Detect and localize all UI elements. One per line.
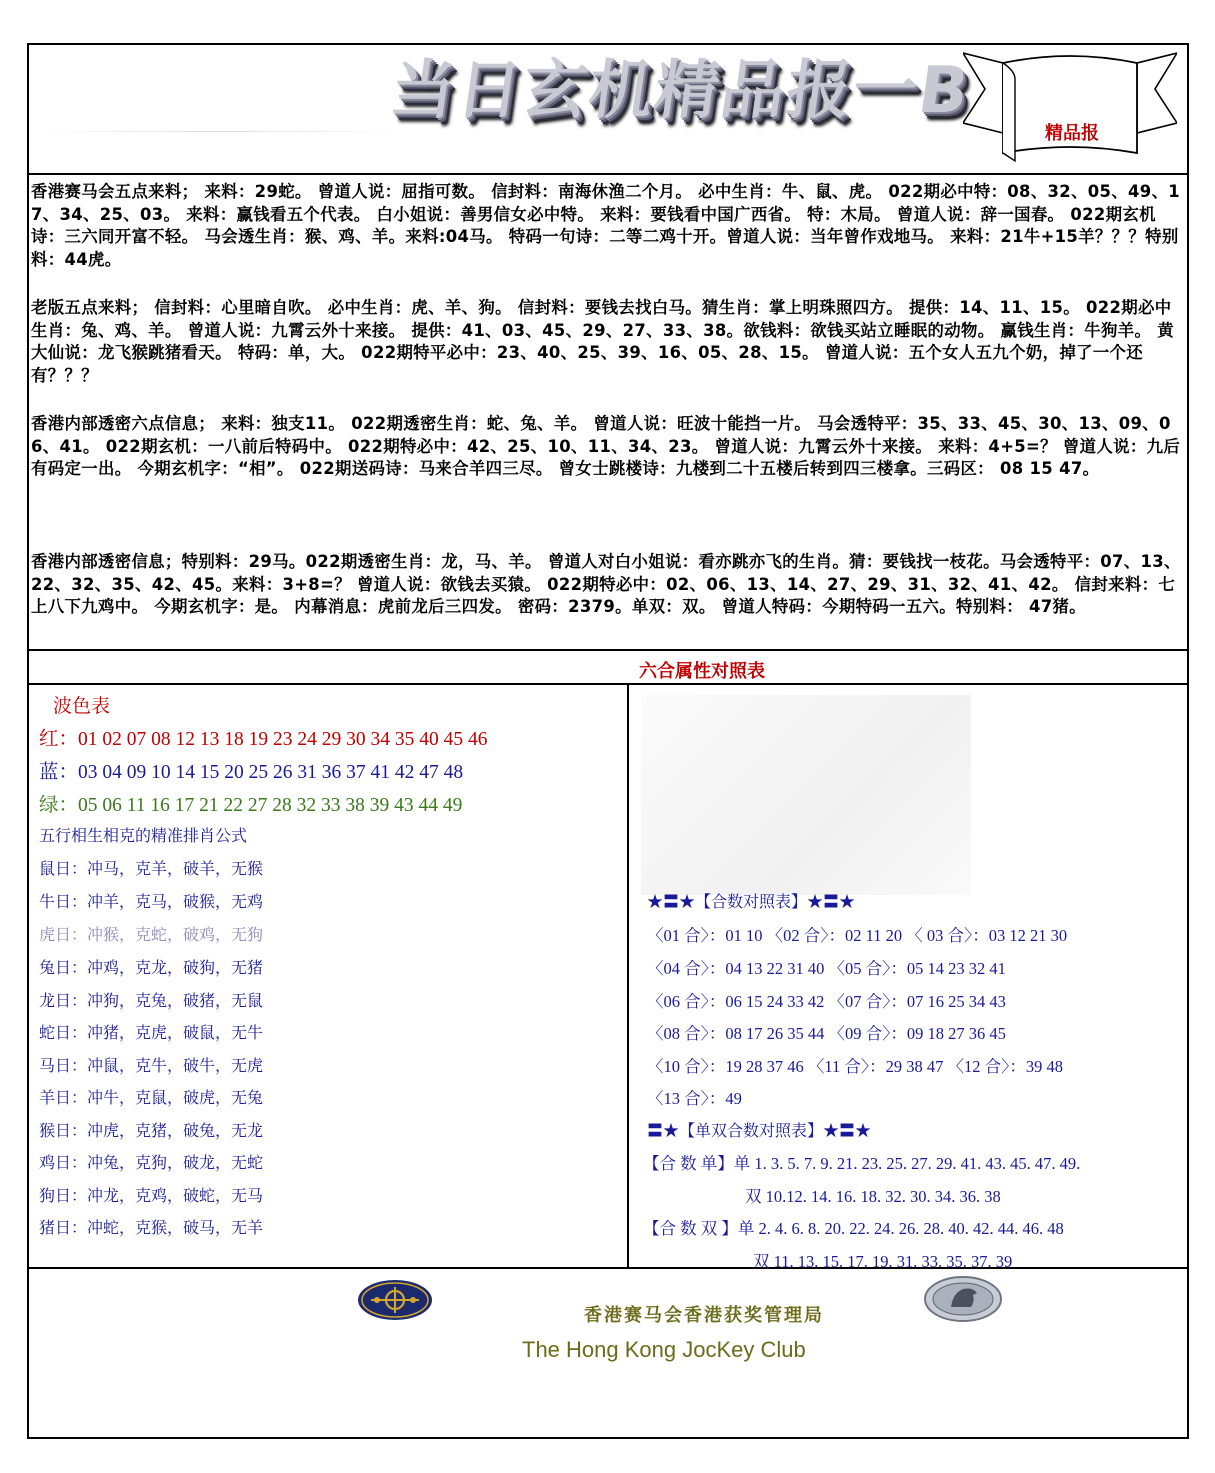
pair-row: 【合 数 双 】单 2. 4. 6. 8. 20. 22. 24. 26. 28. 40. 42. 44. 46. 48	[643, 1219, 1064, 1238]
he-row: 〈06 合〉：06 15 24 33 42 〈07 合〉：07 16 25 34 43	[647, 992, 1006, 1011]
paragraph-3: 香港内部透密六点信息； 来料：独支11。 022期透密生肖：蛇、兔、羊。 曾道人说：旺波十能挡一片。 马会透特平：35、33、45、30、13、09、06、41。 022期玄机：一八前后特码中。 022期特必中：42、25、10、11、34、23。 曾道人说：九霄云外十来接。 来料：4+5=？ 曾道人说：九后有码定一出。 今期玄机字：“相”。 022期送码诗：马来合羊四三尽。 曾女士跳楼诗：九楼到二十五楼后转到四三楼拿。三码区： 08 15 47。	[31, 414, 1181, 478]
pair-row: 双 11. 13. 15. 17. 19. 31. 33. 35. 37. 39	[753, 1252, 1013, 1271]
zodiac-row: 蛇日：冲猪，克虎，破鼠，无牛	[39, 1023, 264, 1042]
zodiac-row: 鼠日：冲马，克羊，破羊，无猴	[39, 859, 264, 878]
faded-image-area	[641, 695, 971, 895]
zodiac-row: 鸡日：冲兔，克狗，破龙，无蛇	[39, 1153, 264, 1172]
paragraph-1: 香港赛马会五点来料； 来料：29蛇。 曾道人说：屈指可数。 信封料：南海休渔二个月。 必中生肖：牛、鼠、虎。 022期必中特：08、32、05、49、17、34、25、03。 来料：赢钱看五个代表。 白小姐说：善男信女必中特。 来料：要钱看中国广西省。 特：木局。 曾道人说：辞一国春。 022期玄机诗：三六同开富不轻。 马会透生肖：猴、鸡、羊。来料:04马。 特码一句诗：二等二鸡十开。曾道人说：当年曾作戏地马。 来料：21牛+15羊？？？特别料：44虎。	[31, 182, 1181, 269]
wave-blue-row: 蓝：03 04 09 10 14 15 20 25 26 31 36 37 41 42 47 48	[39, 762, 464, 783]
zodiac-row: 龙日：冲狗，克兔，破猪，无鼠	[39, 991, 264, 1010]
page-frame	[27, 43, 1189, 1439]
zodiac-row: 猴日：冲虎，克猪，破兔，无龙	[39, 1121, 264, 1140]
paragraph-4: 香港内部透密信息；特别料：29马。022期透密生肖：龙，马、羊。 曾道人对白小姐说：看亦跳亦飞的生肖。猜：要钱找一枝花。马会透特平：07、13、22、32、35、42、45。来料：3+8=？ 曾道人说：欲钱去买猿。 022期特必中：02、06、13、14、27、29、31、32、41、42。 信封来料：七上八下九鸡中。 今期玄机字：是。 内幕消息：虎前龙后三四发。 密码：2379。单双：双。 曾道人特码：今期特码一五六。特别料： 47猪。	[31, 552, 1181, 616]
he-row: 〈13 合〉：49	[647, 1089, 742, 1108]
he-row: 〈08 合〉：08 17 26 35 44 〈09 合〉：09 18 27 36 45	[647, 1024, 1006, 1043]
zodiac-row: 狗日：冲龙，克鸡，破蛇，无马	[39, 1186, 264, 1205]
wave-table-title: 波色表	[53, 696, 111, 717]
ribbon-banner-icon	[963, 49, 1177, 167]
footer	[29, 1271, 1187, 1437]
he-row: 〈10 合〉：19 28 37 46 〈11 合〉：29 38 47 〈12 合〉：39 48	[647, 1057, 1064, 1076]
table-title-bar	[29, 651, 1187, 685]
header	[29, 45, 1187, 175]
wave-red-row: 红：01 02 07 08 12 13 18 19 23 24 29 30 34 35 40 45 46	[39, 729, 488, 750]
he-table-title: ★〓★【合数对照表】★〓★	[647, 894, 856, 911]
pair-row: 双 10.12. 14. 16. 18. 32. 30. 34. 36. 38	[745, 1187, 1001, 1206]
pair-table-title: 〓★【单双合数对照表】★〓★	[647, 1123, 872, 1140]
formula-title: 五行相生相克的精准排肖公式	[39, 826, 248, 845]
zodiac-row: 兔日：冲鸡，克龙，破狗，无猪	[39, 958, 264, 977]
page-title: 当日玄机精品报一B	[385, 54, 975, 128]
zodiac-row: 马日：冲鼠，克牛，破牛，无虎	[39, 1056, 264, 1075]
club-name-chinese: 香港赛马会香港获奖管理局	[584, 1305, 824, 1326]
zodiac-row: 虎日：冲猴，克蛇，破鸡，无狗	[39, 925, 264, 944]
wave-green-row: 绿：05 06 11 16 17 21 22 27 28 32 33 38 39 43 44 49	[39, 795, 463, 816]
he-row: 〈01 合〉：01 10 〈02 合〉：02 11 20 〈 03 合〉：03 12 21 30	[647, 926, 1068, 945]
he-row: 〈04 合〉：04 13 22 31 40 〈05 合〉：05 14 23 32 41	[647, 959, 1006, 978]
table-title: 六合属性对照表	[639, 661, 765, 682]
paragraph-2: 老版五点来料； 信封料：心里暗自吹。 必中生肖：虎、羊、狗。 信封料：要钱去找白马。猜生肖：掌上明珠照四方。 提供：14、11、15。 022期必中生肖：兔、鸡、羊。 曾道人说：九霄云外十来接。 提供：41、03、45、29、27、33、38。欲钱料：欲钱买站立睡眠的动物。 赢钱生肖：牛狗羊。 黄大仙说：龙飞猴跳猪看天。 特码：单，大。 022期特平必中：23、40、25、39、16、05、28、15。 曾道人说：五个女人五九个奶，掉了一个还有？？？	[31, 298, 1175, 385]
column-divider	[627, 685, 629, 1269]
badge-label: 精品报	[1045, 123, 1099, 144]
attribute-table	[29, 649, 1187, 1269]
jockey-club-logo-icon	[357, 1279, 433, 1321]
horse-seal-icon	[923, 1275, 1003, 1323]
pair-row: 【合 数 单】单 1. 3. 5. 7. 9. 21. 23. 25. 27. 29. 41. 43. 45. 47. 49.	[643, 1154, 1081, 1173]
zodiac-row: 猪日：冲蛇，克猴，破马，无羊	[39, 1218, 264, 1237]
title-underline	[39, 131, 399, 132]
zodiac-row: 羊日：冲牛，克鼠，破虎，无兔	[39, 1088, 264, 1107]
zodiac-row: 牛日：冲羊，克马，破猴，无鸡	[39, 892, 264, 911]
info-section	[29, 177, 1187, 651]
club-name-english: The Hong Kong JocKey Club	[522, 1337, 806, 1362]
